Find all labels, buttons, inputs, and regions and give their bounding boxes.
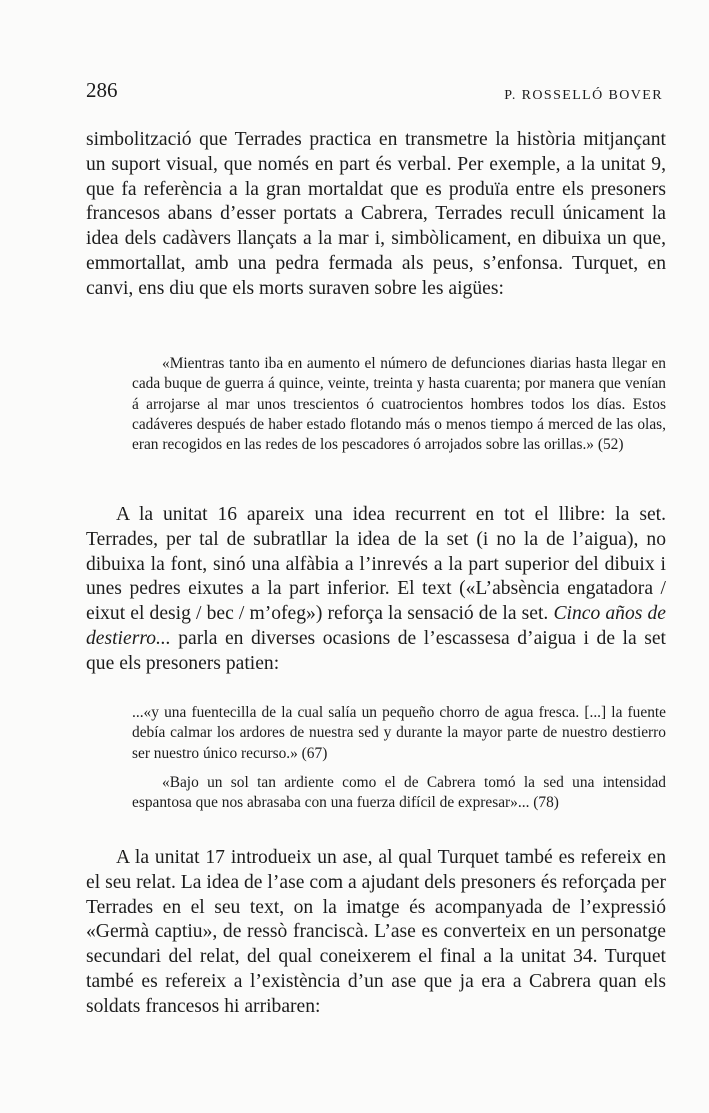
book-title-italic: Cinco años de destierro... xyxy=(86,603,666,649)
body-paragraph-1: simbolització que Terrades practica en transmetre la història mitjançant un suport visual, que només en part és verbal. Per exemple, a la unitat 9, que fa referència a la gran mortaldat que es produïa entre els presoners francesos abans d’esser portats a Cabrera, Terrades recull únicament la idea dels cadàvers llançats a la mar i, simbòlicament, en dibuixa un que, emmortallat, amb una pedra fermada als peus, s’enfonsa. Turquet, en canvi, ens diu que els morts suraven sobre les aigües: xyxy=(86,129,666,299)
block-quote-2: ...«y una fuentecilla de la cual salía un pequeño chorro de agua fresca. [...] la fuente debía calmar los ardores de nuestra sed y durante la mayor parte de nuestro destierro ser nuestro único recurso.» (67) xyxy=(132,704,666,762)
body-paragraph-2 xyxy=(86,503,666,677)
paragraph-2-text-a: A la unitat 16 apareix una idea recurrent en tot el llibre: la set. Terrades, per tal de subratllar la idea de la set (i no la de l’aigua), no dibuixa la font, sinó una alfàbia a l’inrevés a la part superior del dibuix i unes pedres eixutes a la part inferior. El text («L’absència engatadora / eixut el desig / bec / m’ofeg») reforça la sensació de la set. xyxy=(86,504,666,625)
page-number: 286 xyxy=(86,78,118,102)
block-quote-1: «Mientras tanto iba en aumento el número de defunciones diarias hasta llegar en cada buque de guerra á quince, veinte, treinta y hasta cuarenta; por manera que venían á arrojarse al mar unos trescientos ó cuatrocientos hombres todos los días. Estos cadáveres después de haber estado flotando más o menos tiempo á merced de las olas, eran recogidos en las redes de los pescadores ó arrojados sobre las orillas.» (52) xyxy=(132,355,666,454)
block-quote-3: «Bajo un sol tan ardiente como el de Cabrera tomó la sed una intensidad espantosa que nos abrasaba con una fuerza difícil de expresar»... (78) xyxy=(132,774,666,812)
running-head: P. ROSSELLÓ BOVER xyxy=(504,88,663,103)
paragraph-2-text-b: parla en diverses ocasions de l’escassesa d’aigua i de la set que els presoners patien: xyxy=(86,627,666,674)
body-paragraph-3: A la unitat 17 introdueix un ase, al qual Turquet també es refereix en el seu relat. La idea de l’ase com a ajudant dels presoners és reforçada per Terrades en el seu text, on la imatge és acompanyada de l’expressió «Germà captiu», de ressò franciscà. L’ase es converteix en un personatge secundari del relat, del qual coneixerem el final a la unitat 34. Turquet també es refereix a l’existència d’un ase que ja era a Cabrera quan els soldats francesos hi arribaren: xyxy=(86,847,666,1017)
